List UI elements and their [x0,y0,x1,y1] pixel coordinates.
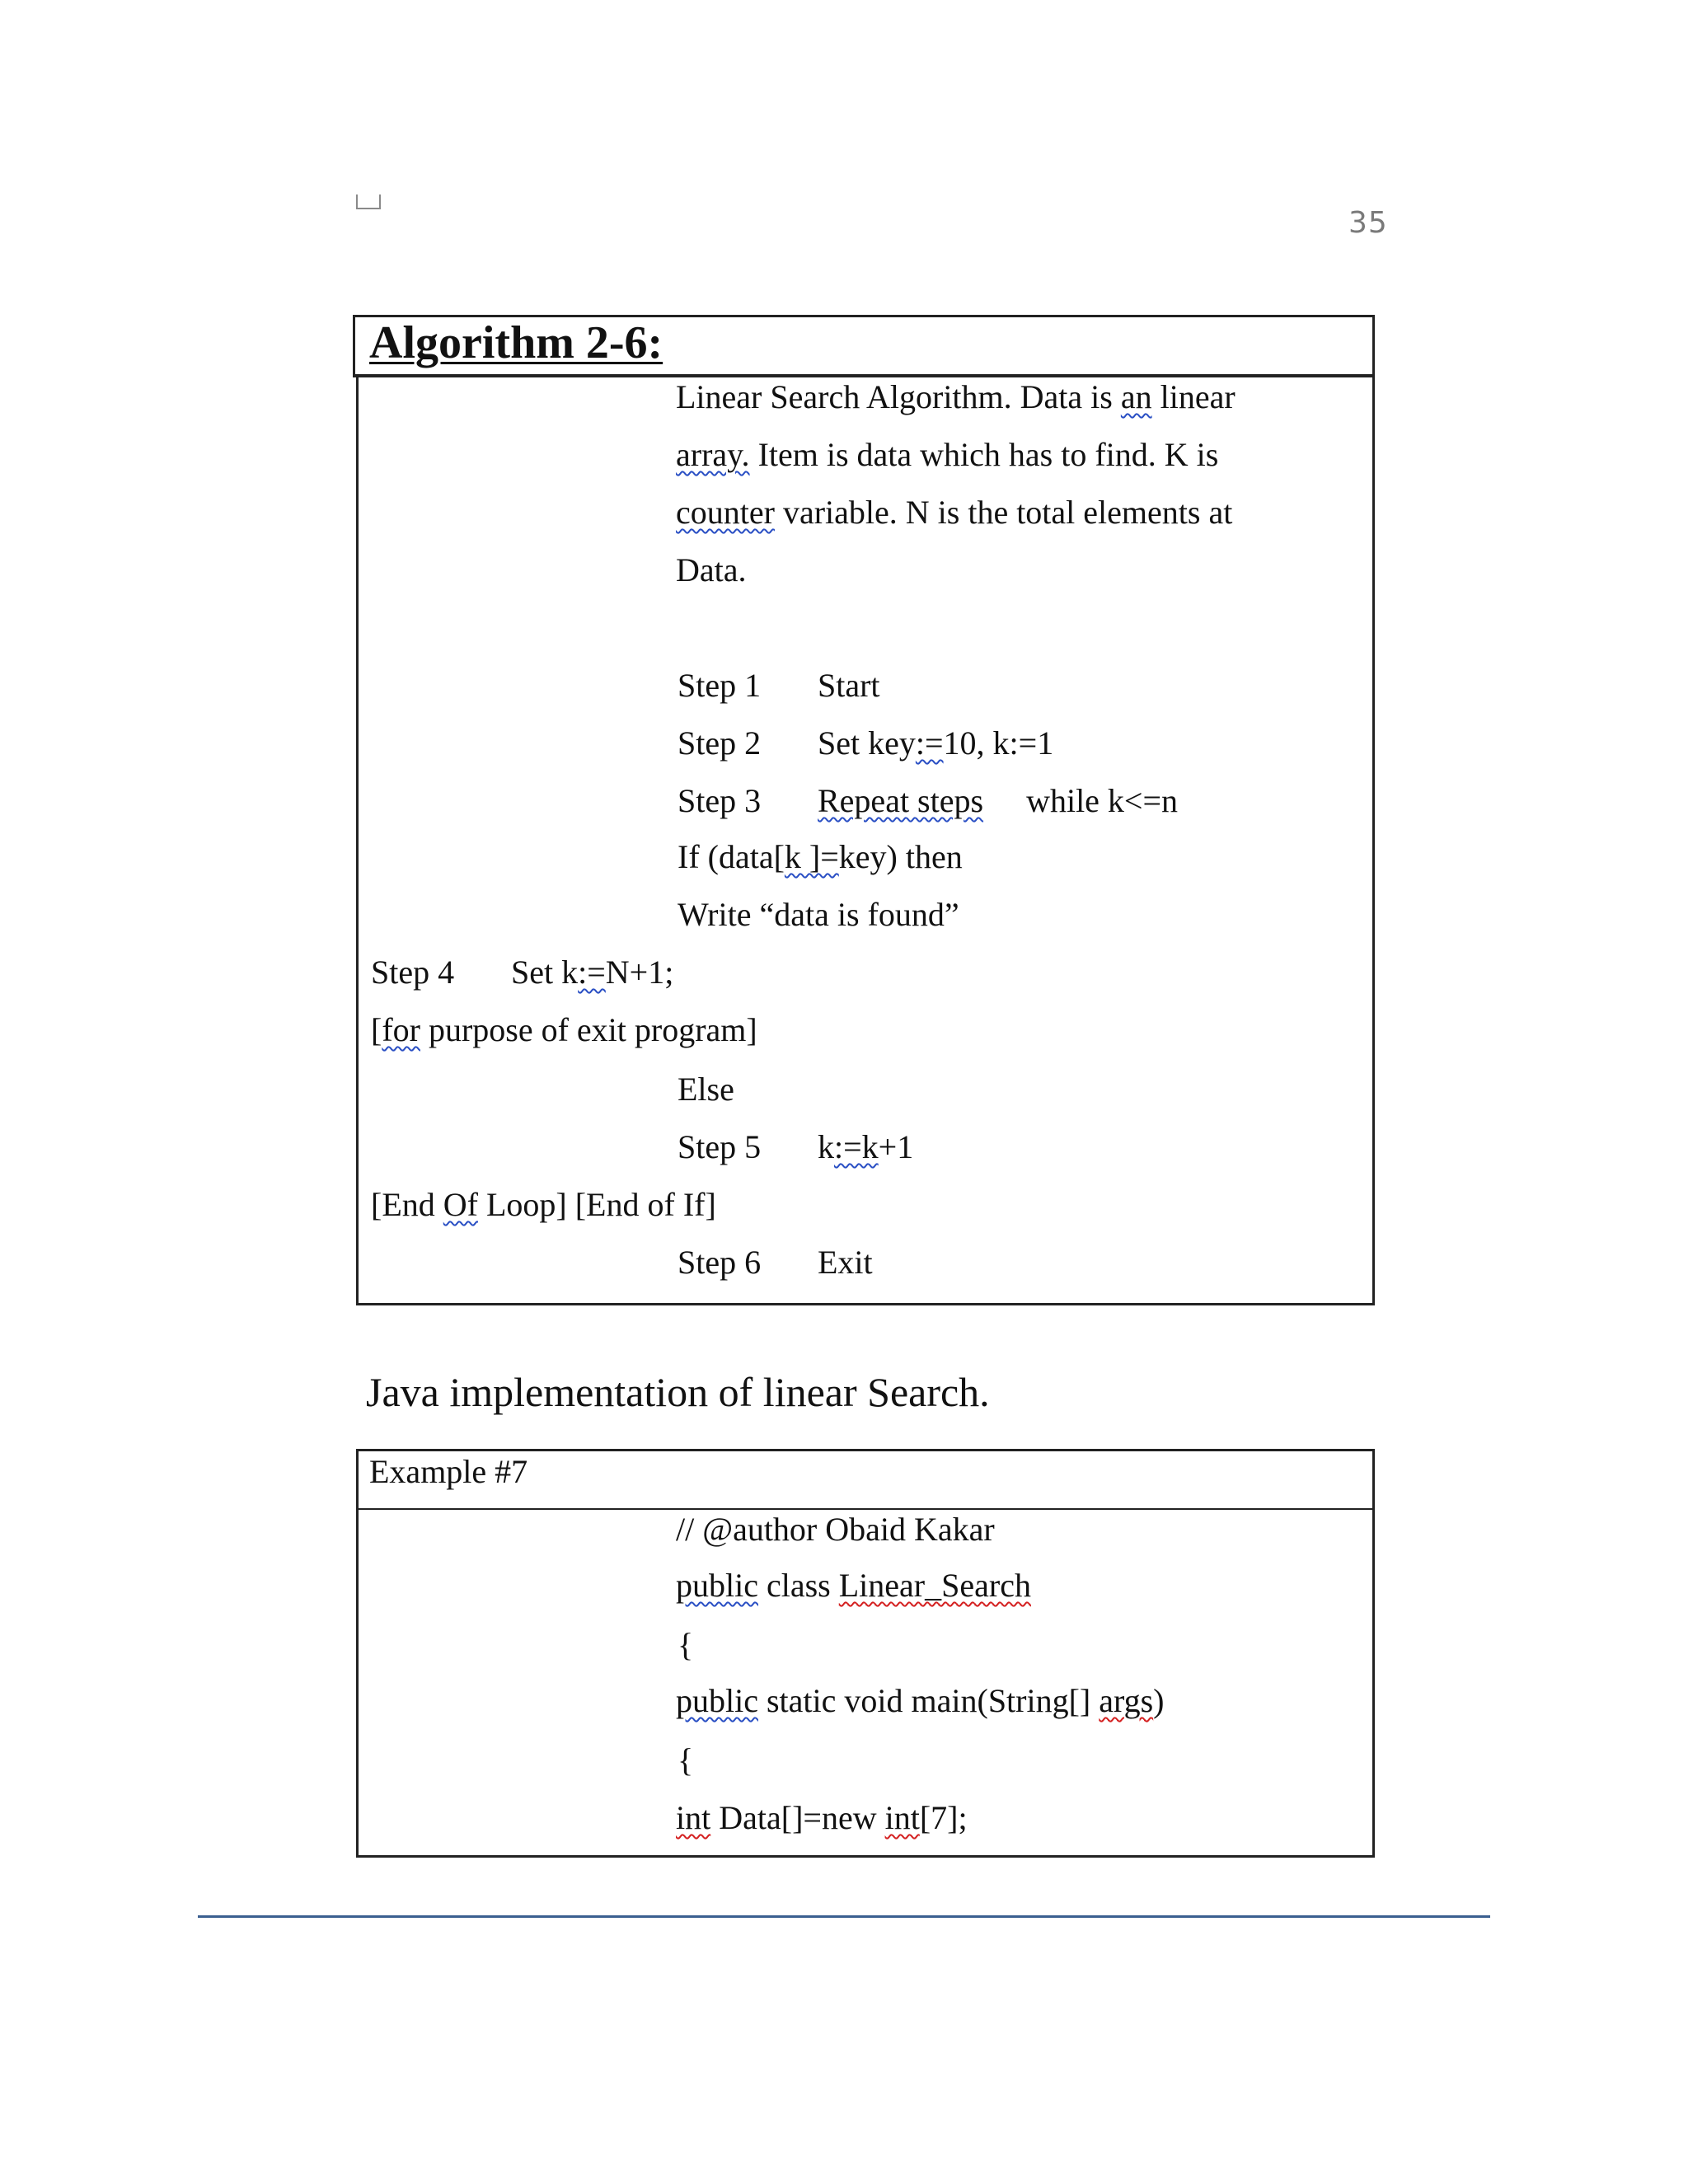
step-6: Step 6 Exit [678,1244,873,1281]
code-open-brace-1: { [678,1626,694,1663]
description-line-4: Data. [676,551,747,588]
page-corner-marker [356,194,381,209]
step-3: Step 3 Repeat steps while k<=n [678,782,1179,819]
code-comment-line: // @author Obaid Kakar [676,1511,995,1548]
step-1: Step 1 Start [678,667,880,704]
code-class-line: public class Linear_Search [676,1567,1031,1604]
code-open-brace-2: { [678,1741,694,1779]
code-int-line: int Data[]=new int[7]; [676,1799,968,1836]
step-4: Step 4 Set k:=N+1; [371,954,674,991]
description-line-3: counter variable. N is the total elements at [676,494,1233,531]
footer-divider [198,1915,1490,1918]
else-line: Else [678,1071,734,1108]
step-2: Step 2 Set key:=10, k:=1 [678,724,1054,762]
end-loop-line: [End Of Loop] [End of If] [371,1186,716,1223]
algorithm-title: Algorithm 2-6: [369,317,663,368]
example-title: Example #7 [369,1453,528,1490]
write-line: Write “data is found” [678,896,959,933]
exit-note: [for purpose of exit program] [371,1011,757,1048]
page-number: 35 [1348,206,1388,240]
description-line-2: array. Item is data which has to find. K is [676,436,1219,473]
step-5: Step 5 k:=k+1 [678,1128,914,1165]
description-line-1: Linear Search Algorithm. Data is an linear [676,378,1236,415]
code-main-line: public static void main(String[] args) [676,1682,1165,1719]
if-line: If (data[k ]=key) then [678,838,963,875]
java-section-heading: Java implementation of linear Search. [366,1369,990,1415]
example-title-divider [356,1508,1375,1510]
